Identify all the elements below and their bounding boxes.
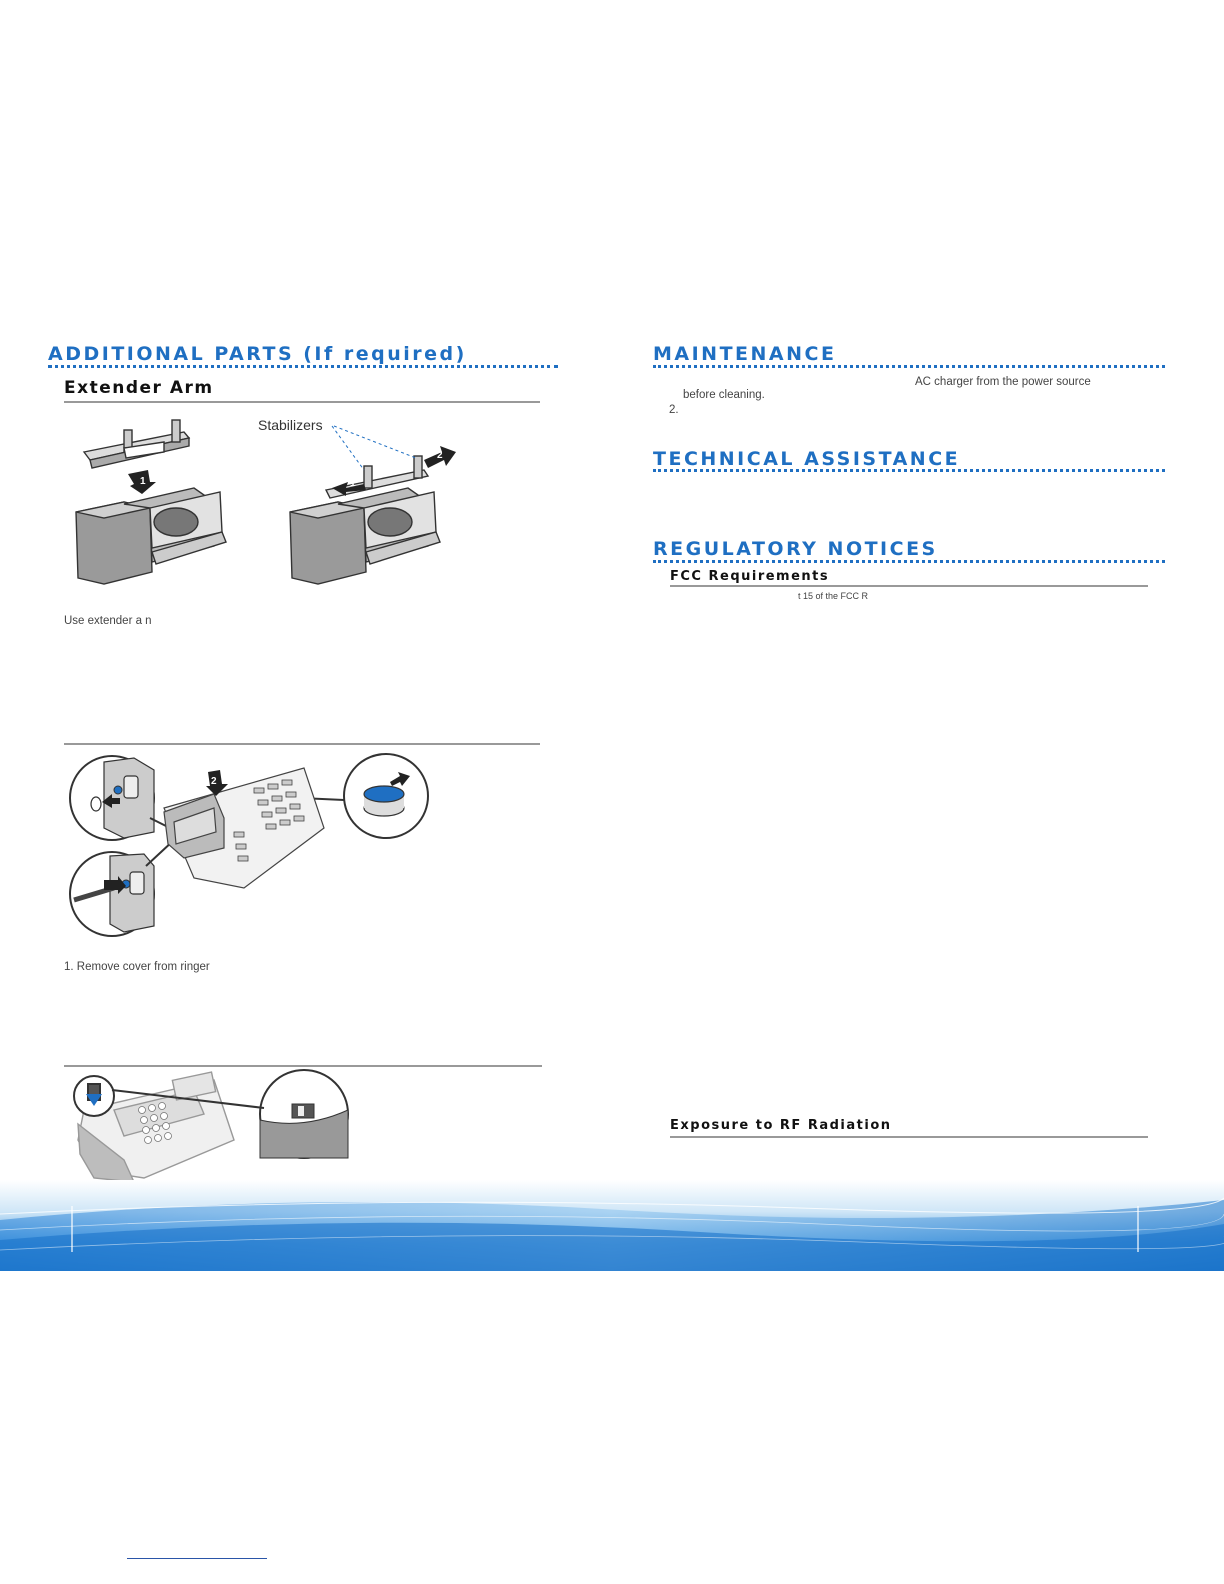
lifter-base-right — [290, 456, 440, 584]
section-divider — [48, 365, 558, 368]
extender-arm-title: Extender Arm — [64, 378, 214, 398]
subsection-rule — [64, 743, 540, 745]
step-marker: 1 — [350, 478, 356, 489]
callout-insert-cable — [70, 852, 154, 936]
fcc-text: t 15 of the FCC R — [798, 591, 869, 601]
section-divider — [653, 365, 1165, 368]
ringer-illustration — [64, 748, 464, 943]
step-marker: 2 — [437, 450, 443, 461]
additional-parts-title: ADDITIONAL PARTS (If required) — [48, 343, 467, 365]
technical-assistance-title: TECHNICAL ASSISTANCE — [653, 448, 961, 470]
subsection-rule — [64, 401, 540, 403]
section-divider — [653, 560, 1165, 563]
fcc-requirements-title: FCC Requirements — [670, 569, 830, 584]
section-divider — [653, 469, 1165, 472]
maintenance-line-2: before cleaning. — [683, 389, 765, 401]
extender-arm-illustration — [64, 412, 484, 592]
rf-exposure-title: Exposure to RF Radiation — [670, 1118, 892, 1133]
subsection-rule — [670, 585, 1148, 587]
regulatory-notices-title: REGULATORY NOTICES — [653, 538, 938, 560]
subsection-rule — [670, 1136, 1148, 1138]
phone-switch-illustration — [64, 1070, 364, 1185]
callout-ringer-knob — [344, 754, 428, 838]
footer-wave-banner — [0, 1180, 1224, 1271]
maintenance-line-1: AC charger from the power source — [915, 376, 1091, 388]
maintenance-title: MAINTENANCE — [653, 343, 837, 365]
maintenance-line-3: 2. — [669, 404, 679, 416]
step-marker: 2 — [211, 776, 217, 787]
footer-rule — [127, 1558, 267, 1559]
subsection-rule — [64, 1065, 542, 1067]
ringer-caption: 1. Remove cover from ringer — [64, 961, 210, 973]
desk-phone — [164, 768, 324, 888]
lifter-base-left — [76, 488, 226, 584]
extender-arm-piece — [84, 420, 189, 468]
callout-remove-cover — [70, 756, 154, 840]
stabilizers-label: Stabilizers — [258, 417, 323, 433]
extender-arm-caption: Use extender a n — [64, 615, 152, 627]
step-marker: 1 — [140, 476, 146, 487]
